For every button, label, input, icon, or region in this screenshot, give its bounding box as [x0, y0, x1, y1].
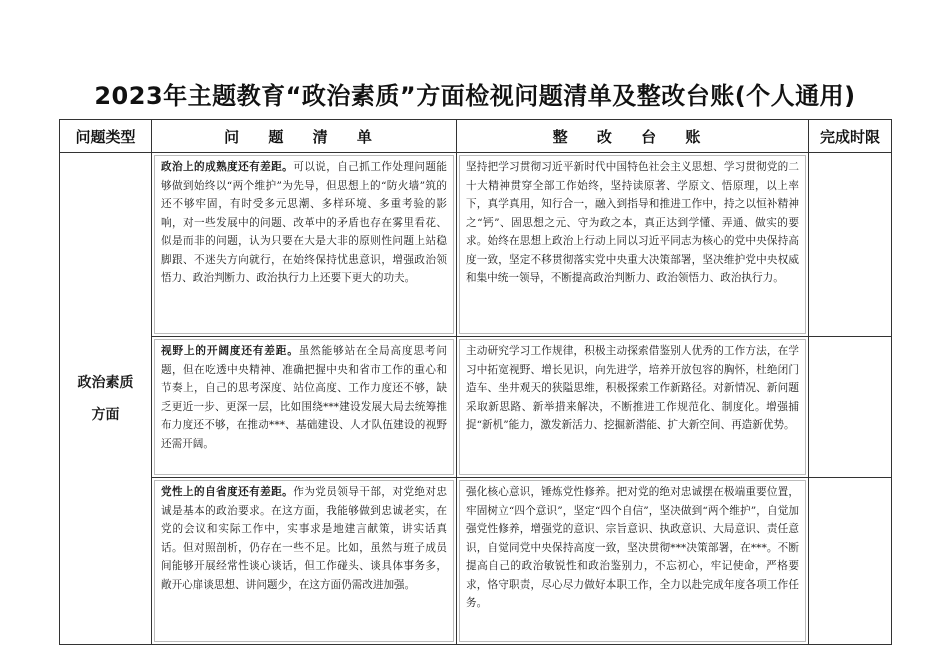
rectification-cell — [457, 153, 809, 337]
header-type: 问题类型 — [60, 120, 152, 153]
table-row — [60, 337, 892, 478]
deadline-cell — [809, 337, 892, 478]
issue-cell — [152, 478, 457, 645]
rectification-text: 强化核心意识，锤炼党性修养。把对党的绝对忠诚摆在极端重要位置，牢固树立“四个意识”，坚定“四个自信”，坚决做到“两个维护”，自觉加强党性修养，增强党的意识、宗旨意识、执政意识、大局意识、责任意识，自觉同党中央保持高度一致，坚决贯彻***决策部署，在***。不断提高自己的政治敏锐性和政治鉴别力，不忘初心，牢记使命，严格要求，恪守职责，尽心尽力做好本职工作，全力以赴完成年度各项工作任务。 — [459, 480, 806, 642]
issue-table — [59, 119, 892, 645]
rectification-text: 主动研究学习工作规律，积极主动探索借鉴别人优秀的工作方法，在学习中拓宽视野、增长见识，向先进学，培养开放包容的胸怀，杜绝闭门造车、坐井观天的狭隘思维，积极探索工作新路径。对新情况、新问题采取新思路、新举措来解决，不断推进工作规范化、制度化。增强捕捉“新机”能力，激发新活力、挖掘新潜能、扩大新空间、再造新优势。 — [459, 339, 806, 475]
category-line-1: 政治素质 — [77, 374, 134, 391]
deadline-cell — [809, 153, 892, 337]
table-row — [60, 478, 892, 645]
issue-box — [154, 339, 454, 475]
rectification-cell — [457, 478, 809, 645]
issue-cell — [152, 337, 457, 478]
issue-box — [154, 480, 454, 642]
category-line-2: 方面 — [91, 406, 120, 423]
issue-text: 作为党员领导干部，对党绝对忠诚是基本的政治要求。在这方面，我能够做到忠诚老实，在党的会议和实际工作中，实事求是地建言献策，讲实话真话。但对照剖析，仍存在一些不足。比如，虽然与班子成员间能够开展经常性谈心谈话，但工作碰头、谈具体事务多，敞开心扉谈思想、讲问题少，在这方面仍需改进加强。 — [161, 486, 448, 591]
rectification-cell — [457, 337, 809, 478]
table-row — [60, 153, 892, 337]
header-rectification: 整 改 台 账 — [457, 120, 809, 153]
issue-cell — [152, 153, 457, 337]
header-deadline: 完成时限 — [809, 120, 892, 153]
page-title: 2023年主题教育“政治素质”方面检视问题清单及整改台账(个人通用) — [94, 82, 856, 110]
header-issues: 问 题 清 单 — [152, 120, 457, 153]
issue-text: 虽然能够站在全局高度思考问题，但在吃透中央精神、准确把握中央和省市工作的重心和节奏上，自己的思考深度、站位高度、工作力度还不够，缺乏更近一步、更深一层，比如围绕***建设发展大局去统筹推布力度还不够，在推动***、基础建设、人才队伍建设的视野还需开阔。 — [161, 345, 447, 450]
rectification-text: 坚持把学习贯彻习近平新时代中国特色社会主义思想、学习贯彻党的二十大精神贯穿全部工作始终，坚持读原著、学原文、悟原理，以上率下，真学真用，知行合一，融入到指导和推进工作中，持之以恒补精神之“钙”、固思想之元、守为政之本，真正达到学懂、弄通、做实的要求。始终在思想上政治上行动上同以习近平同志为核心的党中央保持高度一致，坚定不移贯彻落实党中央重大决策部署，坚决维护党中央权威和集中统一领导，不断提高政治判断力、政治领悟力、政治执行力。 — [459, 155, 806, 334]
table-header-row — [60, 120, 892, 153]
deadline-cell — [809, 478, 892, 645]
issue-text: 可以说，自己抓工作处理问题能够做到始终以“两个维护”为先导，但思想上的“防火墙”筑的还不够牢固，有时受多元思潮、多样环境、多重考验的影响，对一些发展中的问题、改革中的矛盾也存在雾里看花、似是而非的问题，认为只要在大是大非的原则性问题上站稳脚跟、不迷失方向就行，在始终保持忧患意识，增强政治领悟力、政治判断力、政治执行力上还要下更大的功夫。 — [161, 161, 448, 284]
issue-heading: 视野上的开阔度还有差距。 — [161, 345, 299, 357]
issue-heading: 政治上的成熟度还有差距。 — [161, 161, 294, 173]
category-cell — [60, 153, 152, 645]
issue-box — [154, 155, 454, 334]
issue-heading: 党性上的自省度还有差距。 — [161, 486, 294, 498]
